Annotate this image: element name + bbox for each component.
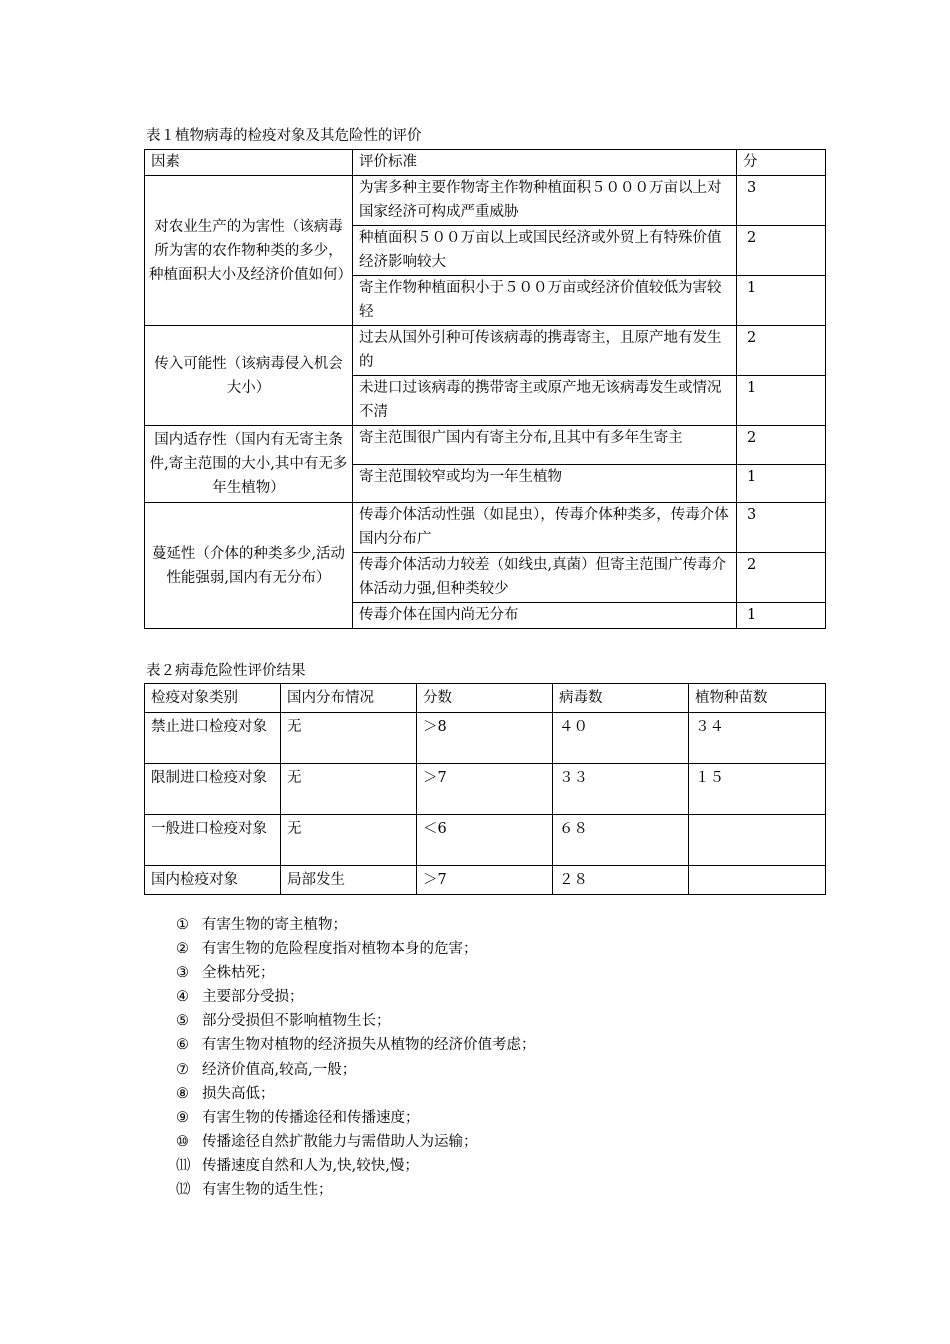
list-text: 有害生物的适生性； [202,1182,333,1199]
list-item [176,985,536,1009]
list-text: 有害生物的寄主植物； [202,917,347,933]
table-cell: 无 [281,713,417,764]
list-text: 全株枯死； [202,965,275,982]
score-cell: 2 [737,553,826,603]
table-row [145,326,826,376]
list-number: ④ [176,989,189,1006]
list-number: ⑩ [176,1133,189,1150]
criterion-cell: 传毒介体在国内尚无分布 [353,603,737,629]
list-number: ⑾ [176,1157,191,1174]
table-cell: １５ [689,764,826,815]
list-text: 传播途径自然扩散能力与需借助人为运输； [202,1133,478,1150]
factor-cell: 传入可能性（该病毒侵入机会大小） [145,326,353,426]
table-cell: ＞7 [417,866,553,895]
score-cell: 2 [737,226,826,276]
list-item [176,1106,536,1130]
criterion-cell: 未进口过该病毒的携带寄主或原产地无该病毒发生或情况不清 [353,376,737,426]
table-row [145,764,826,815]
table-cell: ＞8 [417,713,553,764]
score-cell: 1 [737,276,826,326]
criterion-cell: 寄主范围较窄或均为一年生植物 [353,464,737,503]
list-number: ② [176,941,189,958]
list-item [176,961,536,985]
list-text: 经济价值高,较高,一般； [202,1061,357,1078]
risk-evaluation-table [144,149,826,629]
table-row [145,866,826,895]
list-item [176,1033,536,1057]
factor-cell: 对农业生产的为害性（该病毒所为害的农作物种类的多少，种植面积大小及经济价值如何） [145,176,353,326]
table-cell: 国内检疫对象 [145,866,281,895]
list-number: ⑿ [176,1182,191,1199]
header-cell: 国内分布情况 [281,684,417,713]
table-row [145,815,826,866]
criterion-cell: 种植面积５００万亩以上或国民经济或外贸上有特殊价值经济影响较大 [353,226,737,276]
table-cell: 无 [281,815,417,866]
header-cell: 分 [737,150,826,176]
list-text: 损失高低； [202,1085,275,1102]
list-text: 有害生物的传播途径和传播速度； [202,1109,420,1126]
list-item [176,1009,536,1033]
header-cell: 病毒数 [553,684,689,713]
criterion-cell: 过去从国外引种可传该病毒的携毒寄主，且原产地有发生的 [353,326,737,376]
table-cell: 一般进口检疫对象 [145,815,281,866]
list-text: 主要部分受损； [202,989,304,1006]
score-cell: 1 [737,603,826,629]
criterion-cell: 传毒介体活动性强（如昆虫），传毒介体种类多，传毒介体国内分布广 [353,503,737,553]
score-cell: 1 [737,464,826,503]
table1-caption: 表１植物病毒的检疫对象及其危险性的评价 [146,128,422,144]
table-cell: ４０ [553,713,689,764]
list-item [176,1154,536,1178]
list-item [176,1130,536,1154]
table-cell: ３４ [689,713,826,764]
score-cell: 3 [737,503,826,553]
score-cell: 3 [737,176,826,226]
table2-caption: 表２病毒危险性评价结果 [146,663,306,679]
table-cell: ３３ [553,764,689,815]
factor-cell: 蔓延性（介体的种类多少,活动性能强弱,国内有无分布） [145,503,353,629]
table-row [145,426,826,465]
header-cell: 检疫对象类别 [145,684,281,713]
criterion-cell: 为害多种主要作物寄主作物种植面积５０００万亩以上对国家经济可构成严重威胁 [353,176,737,226]
list-item [176,913,536,937]
table-header-row [145,684,826,713]
list-number: ③ [176,965,189,982]
table-cell: 限制进口检疫对象 [145,764,281,815]
table-row [145,713,826,764]
score-cell: 1 [737,376,826,426]
list-number: ⑤ [176,1013,189,1030]
table-cell: 局部发生 [281,866,417,895]
list-item [176,1178,536,1202]
table-cell: ＜6 [417,815,553,866]
list-item [176,937,536,961]
table-header-row [145,150,826,176]
criterion-cell: 传毒介体活动力较差（如线虫,真菌）但寄主范围广传毒介体活动力强,但种类较少 [353,553,737,603]
table-cell: ６８ [553,815,689,866]
table-cell: 无 [281,764,417,815]
factor-cell: 国内适存性（国内有无寄主条件,寄主范围的大小,其中有无多年生植物） [145,426,353,503]
score-cell: 2 [737,426,826,465]
criterion-cell: 寄主作物种植面积小于５００万亩或经济价值较低为害较轻 [353,276,737,326]
table-cell [689,866,826,895]
table-row [145,503,826,553]
list-number: ⑥ [176,1037,189,1054]
list-number: ⑦ [176,1061,189,1078]
table-row [145,176,826,226]
risk-result-table [144,683,826,895]
list-text: 部分受损但不影响植物生长； [202,1013,391,1030]
list-text: 有害生物对植物的经济损失从植物的经济价值考虑； [202,1037,536,1054]
table-cell: 禁止进口检疫对象 [145,713,281,764]
header-cell: 因素 [145,150,353,176]
criterion-cell: 寄主范围很广国内有寄主分布,且其中有多年生寄主 [353,426,737,465]
list-item [176,1082,536,1106]
list-number: ⑨ [176,1109,189,1126]
table-cell: ＞7 [417,764,553,815]
header-cell: 植物种苗数 [689,684,826,713]
header-cell: 评价标准 [353,150,737,176]
list-number: ⑧ [176,1085,189,1102]
list-text: 传播速度自然和人为,快,较快,慢； [202,1157,419,1174]
table-cell [689,815,826,866]
list-number: ① [176,917,189,933]
numbered-list [176,913,536,1202]
list-text: 有害生物的危险程度指对植物本身的危害； [202,941,478,958]
table-cell: ２８ [553,866,689,895]
list-item [176,1058,536,1082]
score-cell: 2 [737,326,826,376]
header-cell: 分数 [417,684,553,713]
